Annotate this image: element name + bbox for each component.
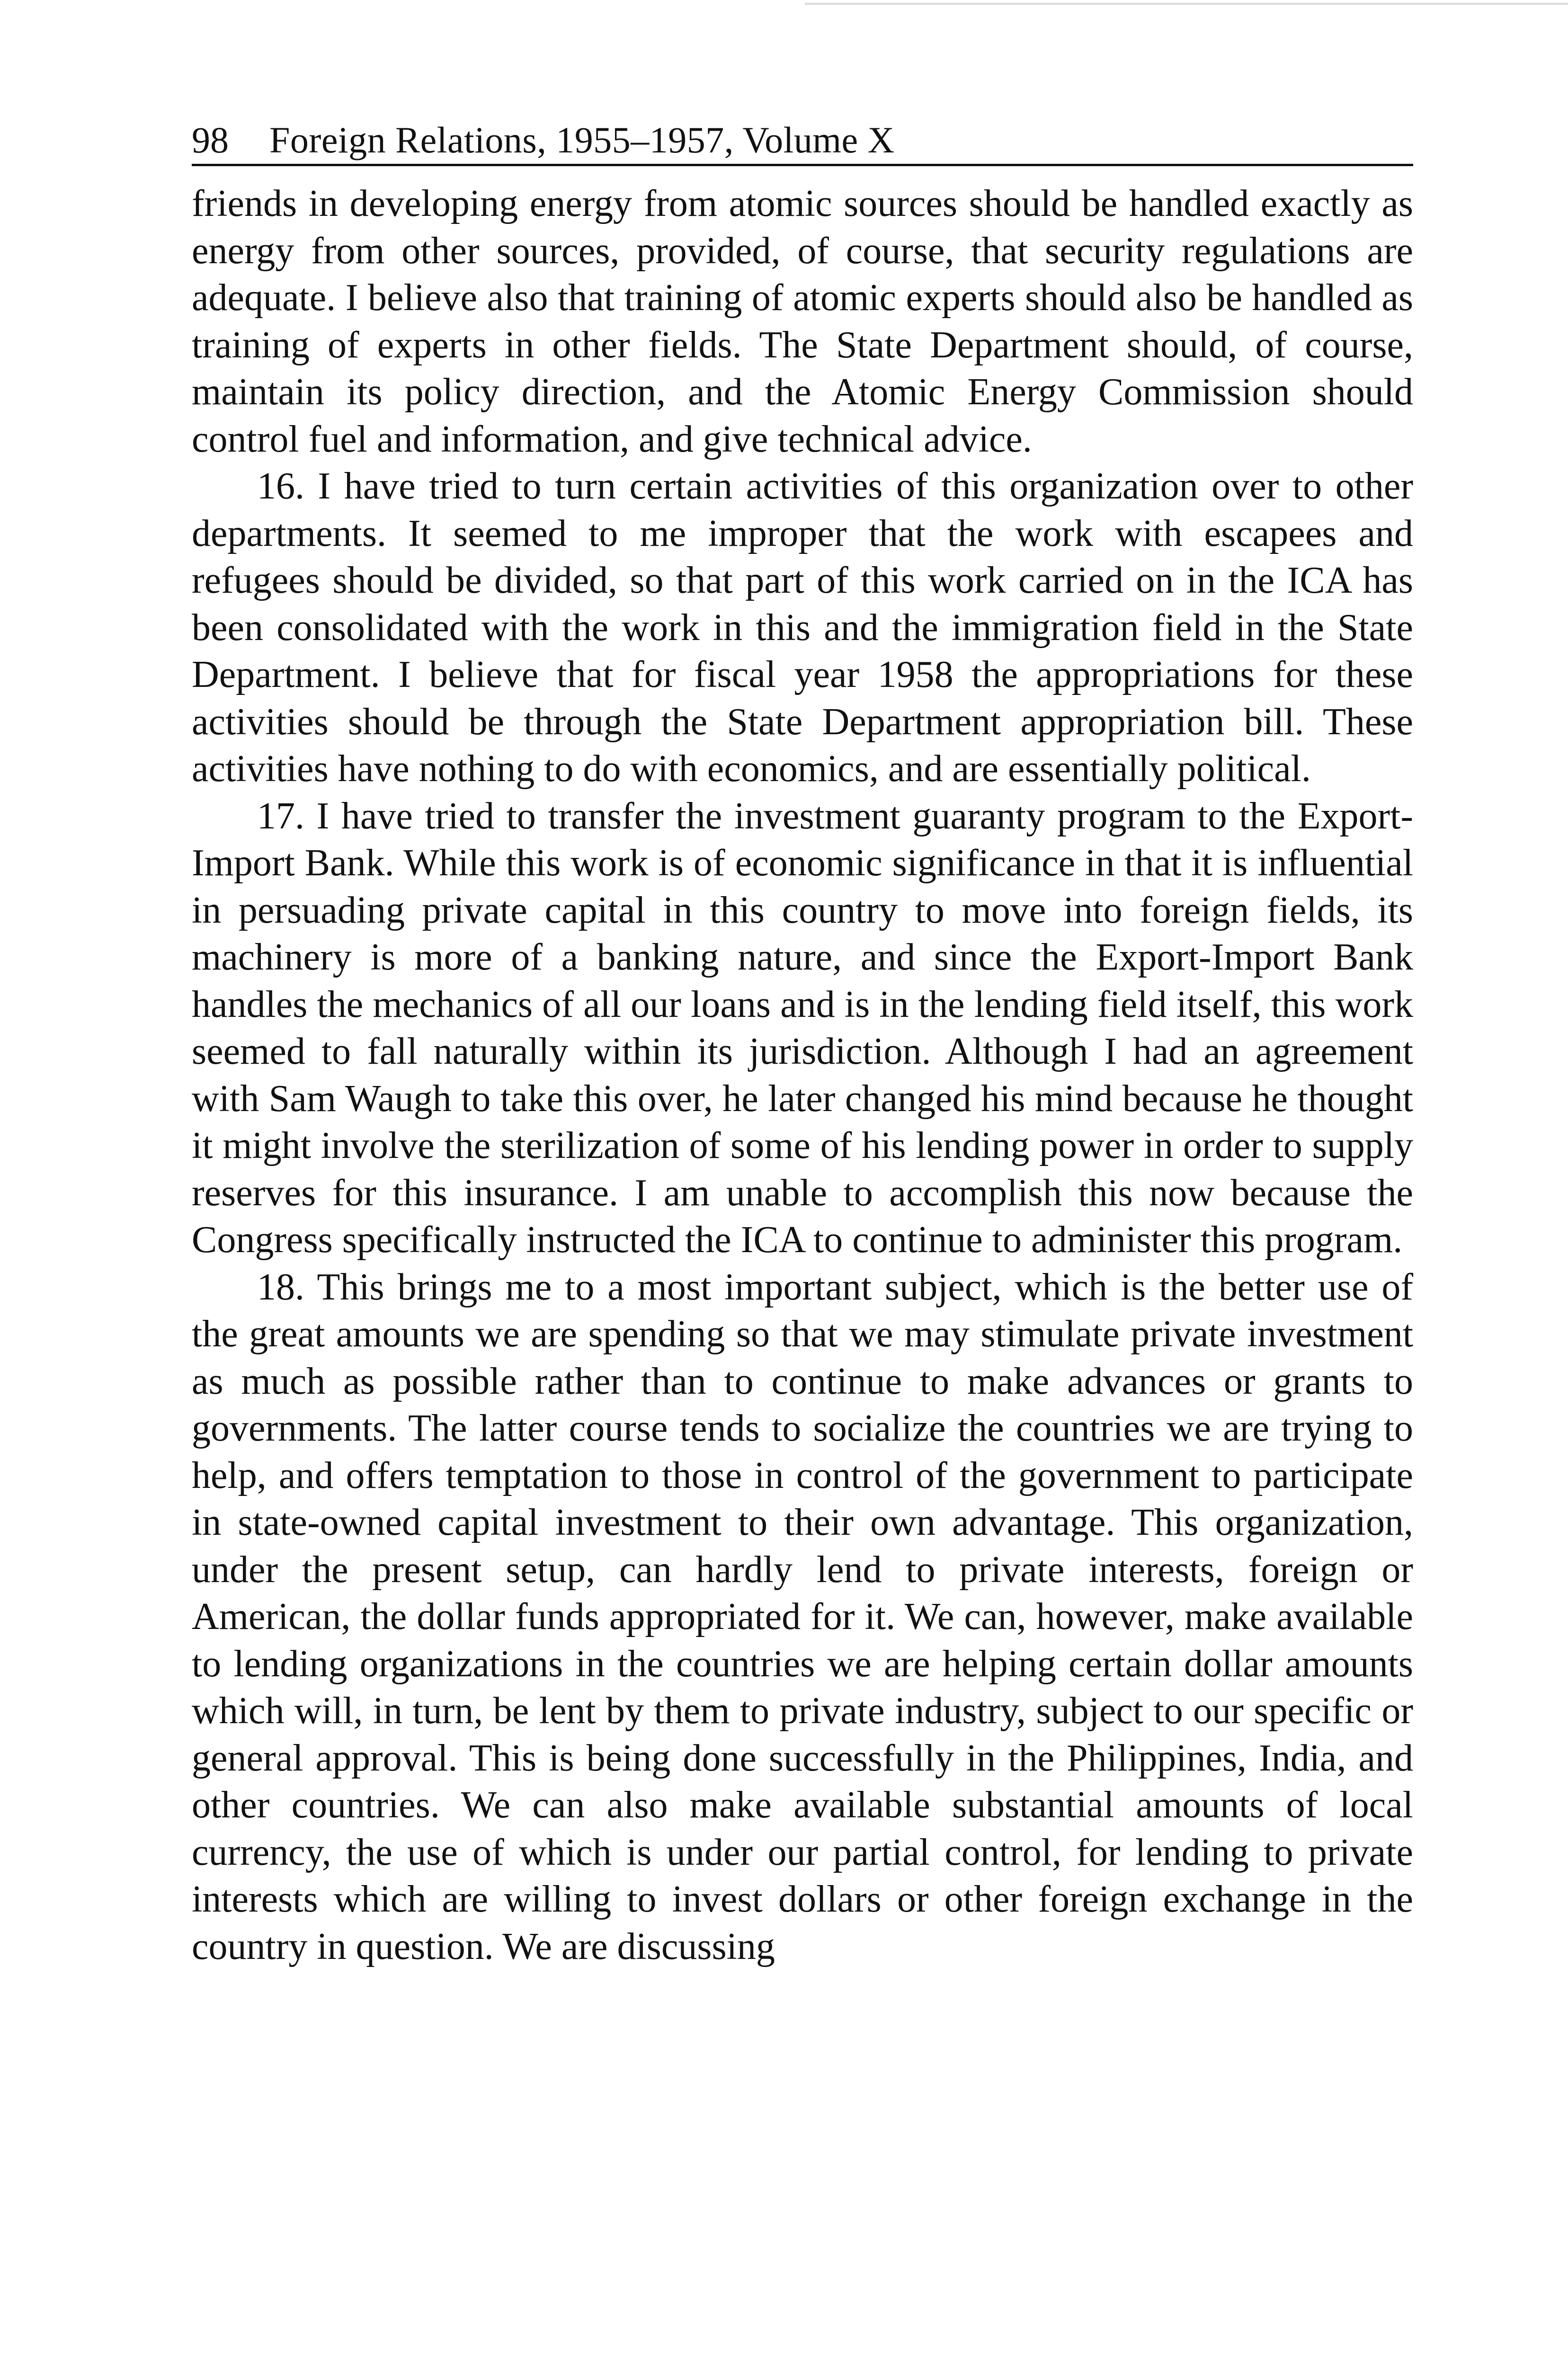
document-page — [192, 116, 1413, 1970]
page-number: 98 — [192, 119, 229, 160]
paragraph-continued: friends in developing energy from atomic sources should be handled exactly as energy from other sources, provided, of course, that security regulations are adequate. I believe also that training of atomic experts should also be handled as training of experts in other fields. The State Department should, of course, maintain its policy direction, and the Atomic Energy Commission should control fuel and information, and give technical advice. — [192, 183, 1413, 460]
running-head-title: Foreign Relations, 1955–1957, Volume X — [269, 119, 895, 160]
paragraph-16: 16. I have tried to turn certain activities of this organization over to other departments. It seemed to me improper that the work with escapees and refugees should be divided, so that part of this work carried on in the ICA has been consolidated with the work in this and the immigration field in the State Department. I believe that for fiscal year 1958 the appropriations for these activities should be through the State Department appropriation bill. These activities have nothing to do with economics, and are essentially political. — [192, 465, 1413, 790]
body-text — [192, 180, 1413, 1970]
paragraph-17: 17. I have tried to transfer the investment guaranty program to the Export-Import Bank. While this work is of economic significance in that it is influential in persuading private capital in this country to move into foreign fields, its machinery is more of a banking nature, and since the Export-Import Bank handles the mechanics of all our loans and is in the lending field itself, this work seemed to fall naturally within its jurisdiction. Although I had an agreement with Sam Waugh to take this over, he later changed his mind because he thought it might involve the sterilization of some of his lending power in order to supply reserves for this insurance. I am unable to accomplish this now because the Congress specifically instructed the ICA to continue to administer this program. — [192, 795, 1413, 1261]
paragraph-18: 18. This brings me to a most important subject, which is the better use of the great amounts we are spending so that we may stimulate private investment as much as possible rather than to continue to make advances or grants to governments. The latter course tends to socialize the countries we are trying to help, and offers temptation to those in control of the government to participate in state-owned capital investment to their own advantage. This organization, under the present setup, can hardly lend to private interests, foreign or American, the dollar funds appropriated for it. We can, however, make available to lending organizations in the countries we are helping certain dollar amounts which will, in turn, be lent by them to private industry, subject to our specific or general approval. This is being done successfully in the Philippines, India, and other countries. We can also make available substantial amounts of local currency, the use of which is under our partial control, for lending to private interests which are willing to invest dollars or other foreign exchange in the country in question. We are discussing — [192, 1266, 1413, 1967]
scan-edge-line — [805, 3, 1568, 5]
running-head — [192, 116, 1413, 166]
